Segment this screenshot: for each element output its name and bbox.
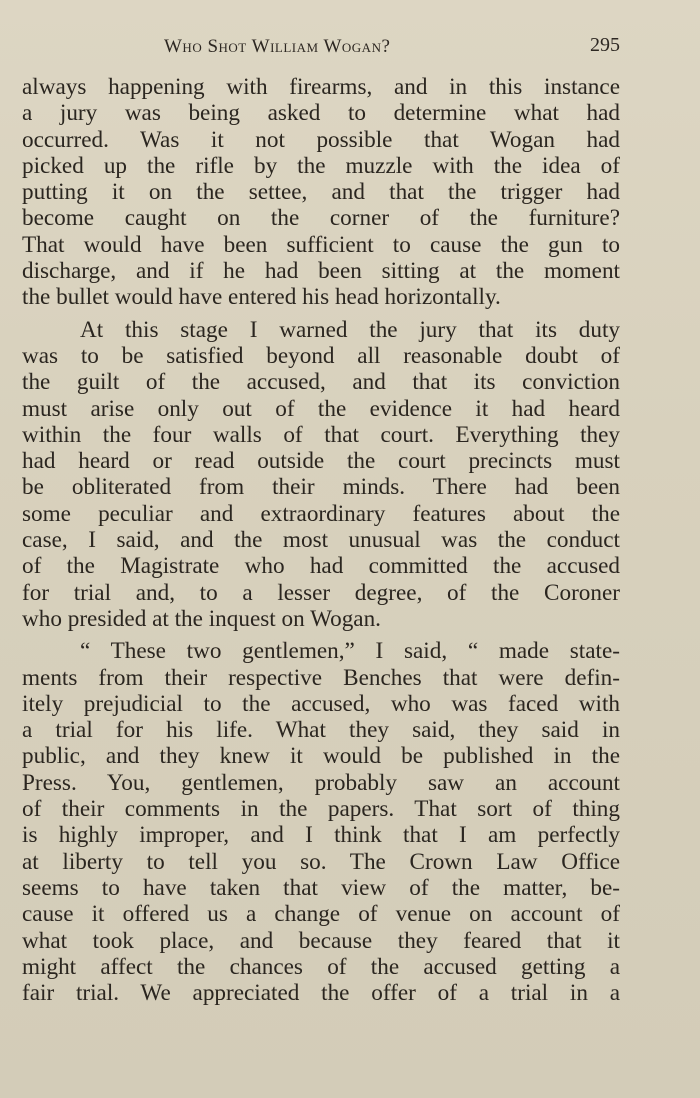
- paragraph: [22, 317, 620, 633]
- text-line: within the four walls of that court. Everything they: [22, 421, 620, 448]
- body-text: [22, 74, 620, 1012]
- text-line: some peculiar and extraordinary features about the: [22, 500, 620, 527]
- book-page: [22, 0, 622, 1098]
- text-line: had heard or read outside the court precincts must: [22, 448, 620, 475]
- text-line: a trial for his life. What they said, they said in: [22, 717, 620, 744]
- text-line: might affect the chances of the accused getting a: [22, 953, 620, 980]
- text-line: “ These two gentlemen,” I said, “ made state-: [80, 638, 620, 665]
- text-line: picked up the rifle by the muzzle with the idea of: [22, 152, 620, 179]
- text-line: seems to have taken that view of the matter, be-: [22, 874, 620, 901]
- text-line: discharge, and if he had been sitting at the moment: [22, 258, 620, 285]
- text-line: always happening with firearms, and in this instance: [22, 74, 620, 100]
- text-line: That would have been sufficient to cause the gun to: [22, 231, 620, 258]
- text-line: for trial and, to a lesser degree, of the Coroner: [22, 579, 620, 606]
- paragraph: [22, 74, 620, 311]
- text-line: be obliterated from their minds. There had been: [22, 474, 620, 501]
- text-line: itely prejudicial to the accused, who was faced with: [22, 690, 620, 717]
- text-line: Press. You, gentlemen, probably saw an account: [22, 769, 620, 796]
- page-number: 295: [590, 34, 620, 56]
- running-head: [22, 34, 622, 62]
- text-line: occurred. Was it not possible that Wogan had: [22, 126, 620, 153]
- text-line: become caught on the corner of the furniture?: [22, 205, 620, 232]
- text-line: of their comments in the papers. That sort of thing: [22, 796, 620, 823]
- text-line: is highly improper, and I think that I am perfectly: [22, 822, 620, 849]
- text-line: the guilt of the accused, and that its conviction: [22, 369, 620, 396]
- paragraph: [22, 638, 620, 1006]
- text-line: who presided at the inquest on Wogan.: [22, 605, 381, 632]
- text-line: at liberty to tell you so. The Crown Law Office: [22, 848, 620, 875]
- text-line: was to be satisfied beyond all reasonable doubt of: [22, 342, 620, 369]
- text-line: must arise only out of the evidence it had heard: [22, 395, 620, 422]
- text-line: fair trial. We appreciated the offer of a trial in a: [22, 980, 620, 1007]
- text-line: what took place, and because they feared that it: [22, 927, 620, 954]
- text-line: ments from their respective Benches that were defin-: [22, 664, 620, 691]
- text-line: At this stage I warned the jury that its duty: [80, 316, 620, 343]
- text-line: public, and they knew it would be published in the: [22, 743, 620, 770]
- running-title: Who Shot William Wogan?: [164, 36, 391, 57]
- text-line: case, I said, and the most unusual was the conduct: [22, 527, 620, 554]
- text-line: a jury was being asked to determine what had: [22, 100, 620, 127]
- text-line: the bullet would have entered his head horizontally.: [22, 284, 501, 311]
- text-line: of the Magistrate who had committed the accused: [22, 553, 620, 580]
- text-line: cause it offered us a change of venue on account of: [22, 901, 620, 928]
- text-line: putting it on the settee, and that the trigger had: [22, 179, 620, 206]
